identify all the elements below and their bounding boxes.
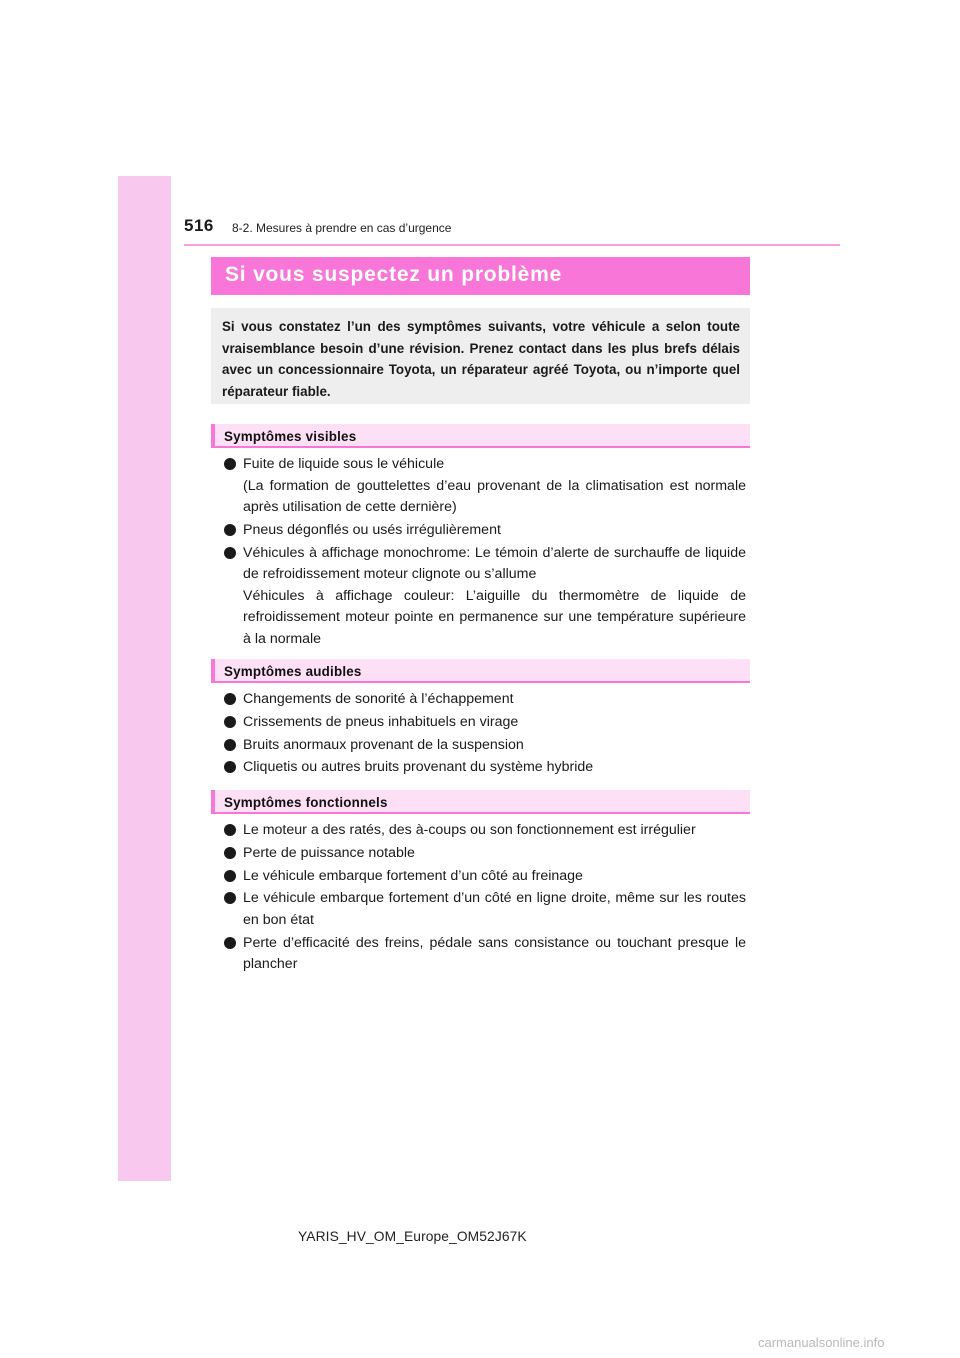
bullet-icon (224, 847, 236, 859)
list-item-text: Changements de sonorité à l’échappement (243, 691, 514, 707)
section-title-bar (211, 257, 750, 295)
list-item (222, 933, 746, 976)
bullet-icon (224, 892, 236, 904)
bullet-icon (224, 524, 236, 536)
bullet-icon (224, 547, 236, 559)
footer-document-code: YARIS_HV_OM_Europe_OM52J67K (298, 1229, 527, 1244)
audible-symptoms-list (222, 689, 746, 780)
intro-text: Si vous constatez l’un des symptômes suivants, votre véhicule a selon toute vraisemblance besoin d’une révision. Prenez contact dans les plus brefs délais avec un concessionnaire Toyota, un réparateur agréé Toyota, ou n’importe quel réparateur fiable. (222, 319, 740, 399)
list-item-note: (La formation de gouttelettes d’eau provenant de la climatisation est normale après utilisation de cette dernière) (243, 477, 746, 515)
list-item-text: Le véhicule embarque fortement d’un côté en ligne droite, même sur les routes en bon état (243, 890, 746, 928)
bullet-icon (224, 824, 236, 836)
list-item (222, 689, 746, 711)
list-item (222, 712, 746, 734)
section-title: Si vous suspectez un problème (225, 263, 563, 286)
list-item (222, 820, 746, 842)
subheading-visible-symptoms (211, 424, 750, 448)
subheading-label: Symptômes fonctionnels (224, 795, 388, 810)
list-item (222, 543, 746, 651)
list-item (222, 735, 746, 757)
list-item-note: Véhicules à affichage couleur: L’aiguille du thermomètre de liquide de refroidissement moteur pointe en permanence sur une température supérieure à la normale (243, 587, 746, 647)
list-item (222, 843, 746, 865)
subheading-functional-symptoms (211, 790, 750, 814)
list-item-text: Pneus dégonflés ou usés irrégulièrement (243, 521, 501, 538)
subheading-label: Symptômes visibles (224, 429, 357, 444)
list-item (222, 520, 746, 542)
list-item (222, 454, 746, 519)
bullet-icon (224, 937, 236, 949)
list-item-text: Bruits anormaux provenant de la suspension (243, 736, 524, 753)
bullet-icon (224, 761, 236, 773)
bullet-icon (224, 716, 236, 728)
list-item-text: Le véhicule embarque fortement d’un côté au freinage (243, 867, 583, 884)
list-item (222, 757, 746, 779)
bullet-icon (224, 693, 236, 705)
bullet-icon (224, 870, 236, 882)
subheading-audible-symptoms (211, 659, 750, 683)
visible-symptoms-list (222, 454, 746, 651)
breadcrumb: 8-2. Mesures à prendre en cas d’urgence (232, 221, 452, 235)
bullet-icon (224, 739, 236, 751)
list-item-text: Perte d’efficacité des freins, pédale sans consistance ou touchant presque le plancher (243, 934, 746, 973)
intro-box (211, 308, 750, 404)
list-item-text: Crissements de pneus inhabituels en virage (243, 713, 519, 730)
header-divider (184, 244, 840, 246)
list-item-text: Fuite de liquide sous le véhicule (243, 456, 445, 472)
list-item-text: Véhicules à affichage monochrome: Le témoin d’alerte de surchauffe de liquide de refroidissement moteur clignote ou s’allume (243, 544, 746, 583)
list-item (222, 888, 746, 931)
list-item-text: Perte de puissance notable (243, 844, 415, 861)
side-color-band (118, 176, 171, 1181)
subheading-label: Symptômes audibles (224, 664, 362, 679)
functional-symptoms-list (222, 820, 746, 977)
bullet-icon (224, 458, 236, 470)
watermark-text: carmanualsonline.info (758, 1335, 885, 1350)
list-item-text: Le moteur a des ratés, des à-coups ou son fonctionnement est irrégulier (243, 822, 696, 838)
list-item-text: Cliquetis ou autres bruits provenant du système hybride (243, 759, 594, 776)
page-number: 516 (184, 216, 214, 235)
list-item (222, 866, 746, 888)
